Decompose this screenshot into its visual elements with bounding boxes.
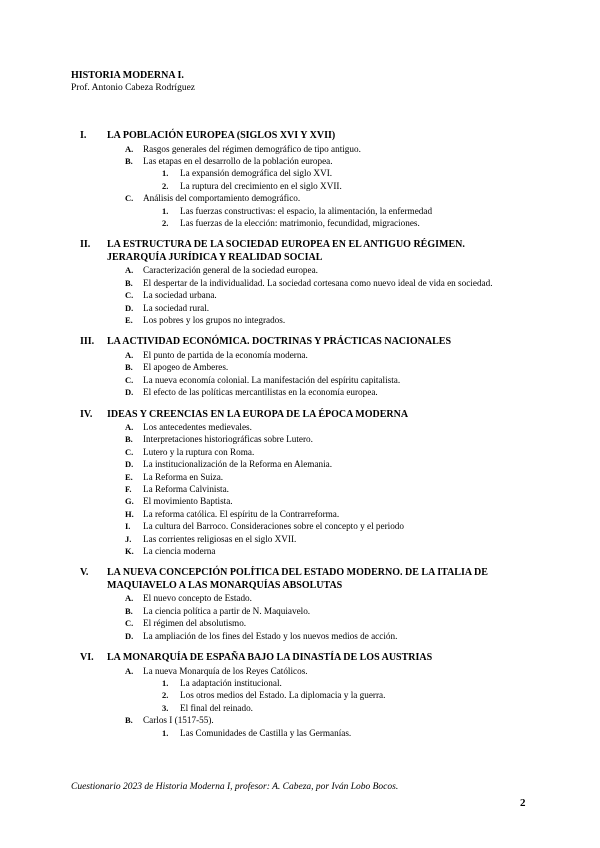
item-label: E. [125,471,133,482]
item-text: La sociedad rural. [143,302,210,313]
section-heading [0,567,600,592]
outline-subitem [0,702,600,714]
outline-item [0,302,600,314]
section-title: LA POBLACIÓN EUROPEA (SIGLOS XVI Y XVII) [107,130,336,141]
outline-item [0,617,600,629]
outline-item [0,374,600,386]
item-label: B. [125,434,133,445]
outline-item [0,533,600,545]
item-label: K. [125,546,134,557]
item-label: C. [125,374,134,385]
outline-item [0,508,600,520]
subitem-label: 1. [162,168,169,179]
subitem-text: La expansión demográfica del siglo XVI. [180,168,333,179]
outline-item [0,630,600,642]
item-label: D. [125,387,134,398]
item-label: A. [125,665,134,676]
section-heading [0,336,600,349]
outline-section [0,409,600,558]
syllabus-outline [0,130,600,749]
outline-subitem [0,689,600,701]
footer-note: Cuestionario 2023 de Historia Moderna I, profesor: A. Cabeza, por Iván Lobo Bocos. [71,782,399,792]
outline-item [0,545,600,557]
document-author: Prof. Antonio Cabeza Rodríguez [71,83,196,93]
outline-item [0,495,600,507]
outline-item [0,471,600,483]
item-text: La ciencia moderna [143,546,216,557]
subitem-label: 1. [162,678,169,688]
item-label: C. [125,618,134,629]
item-text: El despertar de la individualidad. La sociedad cortesana como nuevo ideal de vida en sociedad. [143,277,493,288]
subitem-label: 2. [162,180,169,191]
item-label: B. [125,362,133,373]
section-heading [0,409,600,422]
section-title: IDEAS Y CREENCIAS EN LA EUROPA DE LA ÉPOCA MODERNA [107,408,409,420]
item-label: A. [125,349,134,360]
item-text: Los pobres y los grupos no integrados. [143,314,286,325]
subitem-label: 3. [162,702,169,713]
item-label: D. [125,302,134,313]
section-heading [0,652,600,665]
item-text: Rasgos generales del régimen demográfico de tipo antiguo. [143,143,361,154]
section-title: LA MONARQUÍA DE ESPAÑA BAJO LA DINASTÍA DE LOS AUSTRIAS [107,652,433,664]
item-text: Las etapas en el desarrollo de la población europea. [143,155,333,166]
section-number: V. [80,567,89,579]
item-label: C. [125,446,134,457]
page-number: 2 [520,797,526,809]
outline-item [0,520,600,532]
outline-section [0,239,600,326]
section-title: LA ACTIVIDAD ECONÓMICA. DOCTRINAS Y PRÁCTICAS NACIONALES [107,336,452,348]
outline-subitem [0,677,600,689]
section-heading [0,239,600,264]
item-text: Los antecedentes medievales. [143,422,252,432]
item-label: H. [125,508,134,519]
subitem-label: 2. [162,690,169,701]
item-text: La nueva Monarquía de los Reyes Católicos. [143,665,308,676]
item-text: El apogeo de Amberes. [143,362,229,373]
section-title: LA ESTRUCTURA DE LA SOCIEDAD EUROPEA EN EL ANTIGUO RÉGIMEN. JERARQUÍA JURÍDICA Y REALIDAD SOCIAL [107,239,465,263]
outline-item [0,192,600,204]
outline-item [0,289,600,301]
item-label: E. [125,314,133,325]
item-label: A. [125,265,134,276]
item-text: La Reforma Calvinista. [143,484,229,495]
item-text: La nueva economía colonial. La manifestación del espíritu capitalista. [143,374,401,385]
document-title: HISTORIA MODERNA I. [71,70,184,81]
outline-item [0,421,600,433]
outline-item [0,349,600,361]
outline-item [0,446,600,458]
item-text: La sociedad urbana. [143,290,217,301]
item-text: Carlos I (1517-55). [143,715,214,726]
item-label: D. [125,459,134,470]
outline-item [0,714,600,726]
item-text: La ampliación de los fines del Estado y los nuevos medios de acción. [143,630,398,641]
item-label: D. [125,630,134,641]
item-text: Lutero y la ruptura con Roma. [143,446,255,457]
item-text: El régimen del absolutismo. [143,618,247,629]
outline-item [0,433,600,445]
outline-item [0,665,600,677]
item-text: Las corrientes religiosas en el siglo XVII. [143,533,297,544]
item-text: El punto de partida de la economía moderna. [143,349,308,360]
section-number: II. [80,239,91,251]
outline-section [0,652,600,739]
outline-item [0,483,600,495]
item-label: I. [125,521,131,532]
outline-item [0,314,600,326]
subitem-text: El final del reinado. [180,702,253,713]
section-title: LA NUEVA CONCEPCIÓN POLÍTICA DEL ESTADO MODERNO. DE LA ITALIA DE MAQUIAVELO A LAS MONARQUÍAS ABSOLUTAS [107,567,488,591]
outline-section [0,130,600,229]
item-text: El efecto de las políticas mercantilistas en la economía europea. [143,387,378,398]
item-label: J. [125,533,132,544]
outline-subitem [0,205,600,217]
outline-subitem [0,167,600,179]
item-text: La reforma católica. El espíritu de la Contrarreforma. [143,508,340,519]
item-label: B. [125,715,133,726]
item-text: La cultura del Barroco. Consideraciones sobre el concepto y el periodo [143,521,404,532]
subitem-text: La adaptación institucional. [180,678,282,688]
section-number: VI. [80,652,94,664]
outline-item [0,592,600,604]
outline-item [0,605,600,617]
outline-subitem [0,727,600,739]
outline-item [0,361,600,373]
section-number: I. [80,130,87,141]
outline-item [0,155,600,167]
outline-item [0,386,600,398]
section-number: IV. [80,408,93,420]
subitem-label: 2. [162,217,169,228]
item-text: La ciencia política a partir de N. Maquiavelo. [143,605,311,616]
outline-item [0,264,600,276]
item-text: El movimiento Baptista. [143,496,233,507]
item-label: C. [125,290,134,301]
item-label: F. [125,484,132,495]
subitem-text: Las fuerzas de la elección: matrimonio, fecundidad, migraciones. [180,217,420,228]
section-heading [0,130,600,143]
subitem-label: 1. [162,205,169,216]
subitem-label: 1. [162,727,169,738]
item-text: La institucionalización de la Reforma en Alemania. [143,459,333,470]
item-text: Caracterización general de la sociedad europea. [143,265,318,276]
item-label: B. [125,277,133,288]
item-label: G. [125,496,134,507]
item-text: Análisis del comportamiento demográfico. [143,193,301,204]
outline-item [0,143,600,155]
item-label: B. [125,605,133,616]
item-text: Interpretaciones historiográficas sobre Lutero. [143,434,313,445]
subitem-text: Los otros medios del Estado. La diplomacia y la guerra. [180,690,386,701]
outline-section [0,336,600,398]
outline-subitem [0,180,600,192]
item-label: A. [125,593,134,604]
item-text: El nuevo concepto de Estado. [143,593,252,604]
document-header [71,69,195,95]
item-text: La Reforma en Suiza. [143,471,224,482]
outline-item [0,277,600,289]
item-label: C. [125,193,134,204]
item-label: A. [125,143,134,154]
subitem-text: La ruptura del crecimiento en el siglo XVII. [180,180,342,191]
item-label: A. [125,422,134,432]
subitem-text: Las Comunidades de Castilla y las Germanías. [180,727,352,738]
item-label: B. [125,155,133,166]
section-number: III. [80,336,95,348]
subitem-text: Las fuerzas constructivas: el espacio, la alimentación, la enfermedad [180,205,433,216]
outline-subitem [0,217,600,229]
outline-section [0,567,600,642]
outline-item [0,458,600,470]
